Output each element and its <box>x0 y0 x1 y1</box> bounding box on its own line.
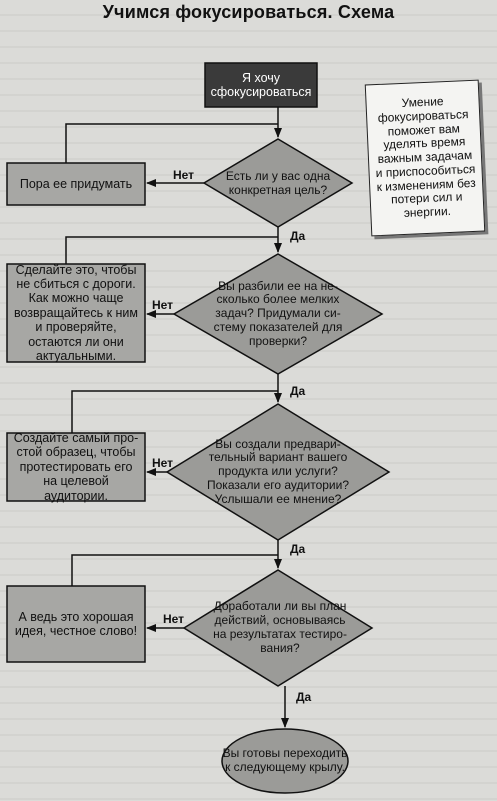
no-label-2: Нет <box>152 298 174 312</box>
decision-text-3: Вы создали предварительный вариант вашего продукта или услуги? Показали его аудитории? Услышали ее мнение? <box>207 436 349 506</box>
action-text-4: А ведь это хорошая идея, честное слово! <box>14 609 138 638</box>
no-label-1: Нет <box>173 168 195 182</box>
decision-text-2: Вы разбили ее на несколько более мелких задач? Придумали систему показателей для проверки? <box>213 278 343 348</box>
side-note: Умение фокусироваться поможет вам уделять время важным задачам и приспособиться к изменениям без потери сил и энергии. <box>365 80 486 237</box>
yes-label-4: Да <box>296 690 312 704</box>
yes-label-2: Да <box>290 384 306 398</box>
page-title: Учимся фокусироваться. Схема <box>102 2 395 22</box>
no-label-4: Нет <box>163 612 185 626</box>
action-text-2: Сделайте это, чтобы не сбиться с дороги. Как можно чаще возвращайтесь к ним и проверяйте, остаются ли они актуальными. <box>14 262 138 363</box>
action-text-1: Пора ее придумать <box>19 176 133 191</box>
start-label: Я хочу сфокусироваться <box>210 70 312 99</box>
action-text-3: Создайте самый простой образец, чтобы протестировать его на целевой аудитории. <box>13 431 139 503</box>
decision-text-1: Есть ли у вас одна конкретная цель? <box>225 169 331 197</box>
end-label: Вы готовы переходить к следующему крылу. <box>222 746 348 774</box>
no-label-3: Нет <box>152 456 174 470</box>
yes-label-1: Да <box>290 229 306 243</box>
yes-label-3: Да <box>290 542 306 556</box>
decision-text-4: Доработали ли вы план действий, основываясь на результатах тестирования? <box>213 599 347 655</box>
